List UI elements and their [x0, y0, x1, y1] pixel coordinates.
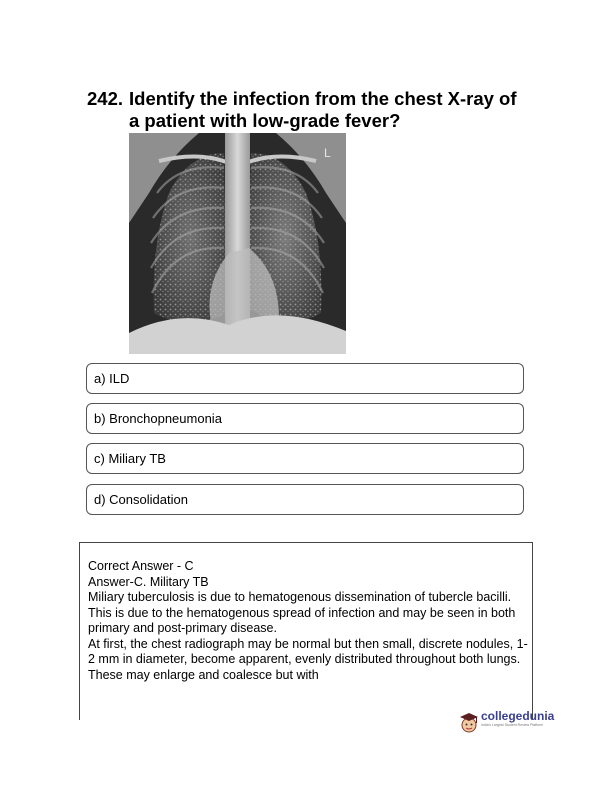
- question-text: Identify the infection from the chest X-ray of a patient with low-grade fever?: [129, 88, 517, 131]
- explanation-bullet: This is due to the hematogenous spread of infection and may be seen in both primary and post-primary disease.: [88, 606, 528, 637]
- xray-side-marker: L: [324, 146, 331, 160]
- collegedunia-logo: [458, 710, 554, 736]
- answer-line: Answer-C. Military TB: [88, 574, 209, 589]
- correct-answer-line: Correct Answer - C: [88, 559, 194, 573]
- bullet-icon: [79, 611, 80, 617]
- option-b[interactable]: b) Bronchopneumonia: [86, 403, 524, 434]
- option-d[interactable]: d) Consolidation: [86, 484, 524, 515]
- answer-explanation-box: [79, 542, 533, 720]
- logo-name: collegedunia: [481, 709, 555, 723]
- option-c[interactable]: c) Miliary TB: [86, 443, 524, 474]
- option-a[interactable]: a) ILD: [86, 363, 524, 394]
- question-title: [87, 88, 527, 132]
- explanation-bullet: At first, the chest radiograph may be normal but then small, discrete nodules, 1-2 mm in diameter, become apparent, evenly distributed throughout both lungs. These may enlarge and coalesce but with: [88, 637, 528, 684]
- mascot-icon: [458, 710, 480, 734]
- explanation-bullet: Miliary tuberculosis is due to hematogenous dissemination of tubercle bacilli.: [88, 590, 528, 606]
- explanation-list: [88, 590, 528, 683]
- question-number: 242.: [87, 88, 124, 109]
- logo-tagline: India's Largest Student Review Platform: [481, 723, 544, 727]
- bullet-icon: [79, 642, 80, 648]
- chest-xray-image: [129, 133, 346, 354]
- bullet-icon: [79, 595, 80, 601]
